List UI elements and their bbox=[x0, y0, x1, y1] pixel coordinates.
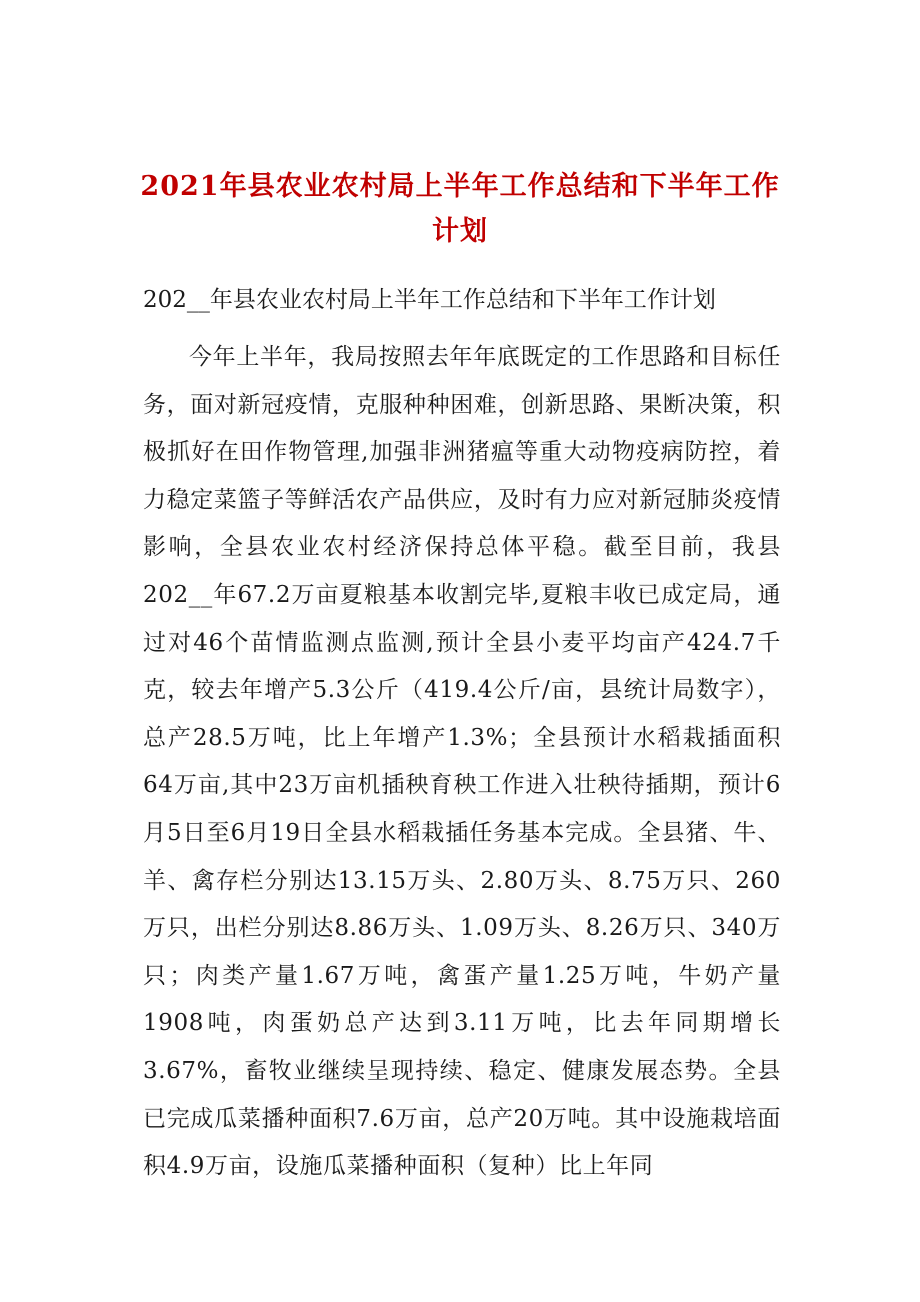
body-paragraph: 今年上半年，我局按照去年年底既定的工作思路和目标任务，面对新冠疫情，克服种种困难，创新思路、果断决策，积极抓好在田作物管理,加强非洲猪瘟等重大动物疫病防控，着力稳定菜篮子等鲜活农产品供应，及时有力应对新冠肺炎疫情影响，全县农业农村经济保持总体平稳。截至目前，我县202__年67.2万亩夏粮基本收割完毕,夏粮丰收已成定局，通过对46个苗情监测点监测,预计全县小麦平均亩产424.7千克，较去年增产5.3公斤（419.4公斤/亩，县统计局数字），总产28.5万吨，比上年增产1.3%；全县预计水稻栽插面积64万亩,其中23万亩机插秧育秧工作进入壮秧待插期，预计6月5日至6月19日全县水稻栽插任务基本完成。全县猪、牛、羊、禽存栏分别达13.15万头、2.80万头、8.75万只、260万只，出栏分别达8.86万头、1.09万头、8.26万只、340万只；肉类产量1.67万吨，禽蛋产量1.25万吨，牛奶产量1908吨，肉蛋奶总产达到3.11万吨，比去年同期增长3.67%，畜牧业继续呈现持续、稳定、健康发展态势。全县已完成瓜菜播种面积7.6万亩，总产20万吨。其中设施栽培面积4.9万亩，设施瓜菜播种面积（复种）比上年同 bbox=[143, 344, 781, 1180]
document-subtitle: 202__年县农业农村局上半年工作总结和下半年工作计划 bbox=[143, 287, 716, 313]
document-title: 2021年县农业农村局上半年工作总结和下半年工作计划 bbox=[140, 171, 780, 247]
